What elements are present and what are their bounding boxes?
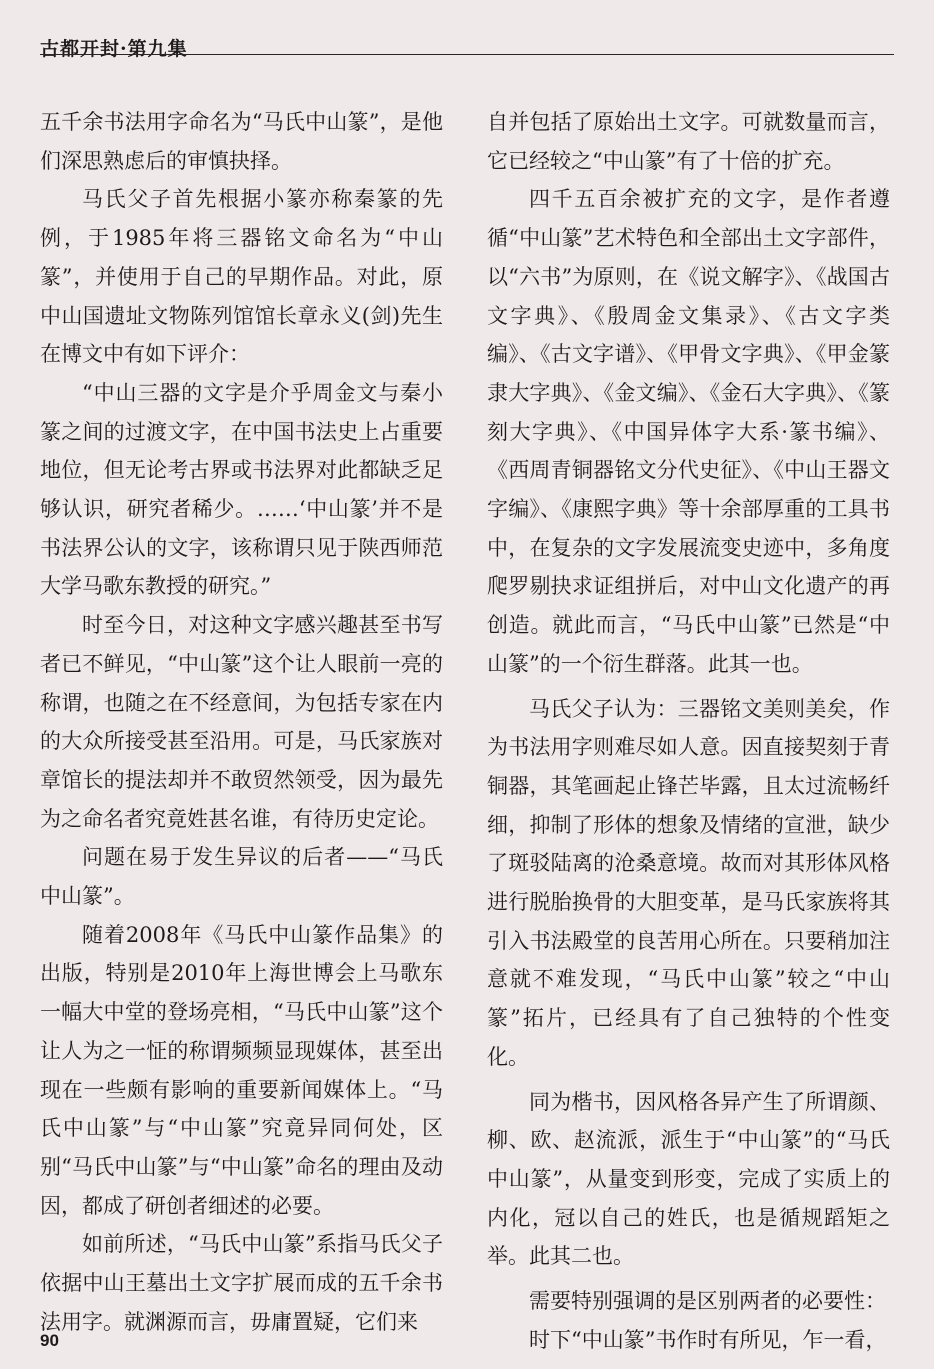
paragraph: 四千五百余被扩充的文字，是作者遵循“中山篆”艺术特色和全部出土文字部件，以“六书”为原则，在《说文解字》、《战国古文字典》、《殷周金文集录》、《古文字类编》、《古文字谱》、《甲骨文字典》、《甲金篆隶大字典》、《金文编》、《金石大字典》、《篆刻大字典》、《中国异体字大系·篆书编》、《西周青铜器铭文分代史征》、《中山王器文字编》、《康熙字典》等十余部厚重的工具书中，在复杂的文字发展流变史迹中，多角度爬罗剔抉求证组拼后，对中山文化遗产的再创造。就此而言，“马氏中山篆”已然是“中山篆”的一个衍生群落。此其一也。 xyxy=(487,187,890,676)
paragraph: 时至今日，对这种文字感兴趣甚至书写者已不鲜见，“中山篆”这个让人眼前一亮的称谓，也随之在不经意间，为包括专家在内的大众所接受甚至沿用。可是，马氏家族对章馆长的提法却并不敢贸然领受，因为最先为之命名者究竟姓甚名谁，有待历史定论。 xyxy=(40,613,443,831)
page-number: 90 xyxy=(40,1331,59,1350)
paragraph: 马氏父子认为：三器铭文美则美矣，作为书法用字则难尽如人意。因直接契刻于青铜器，其笔画起止锋芒毕露，且太过流畅纤细，抑制了形体的想象及情绪的宣泄，缺少了斑驳陆离的沧桑意境。故而对其形体风格进行脱胎换骨的大胆变革，是马氏家族将其引入书法殿堂的良苦用心所在。只要稍加注意就不难发现，“马氏中山篆”较之“中山篆”拓片，已经具有了自己独特的个性变化。 xyxy=(487,696,890,1069)
paragraph: 自并包括了原始出土文字。可就数量而言，它已经较之“中山篆”有了十倍的扩充。 xyxy=(487,110,890,173)
header-rule xyxy=(40,54,894,55)
right-column xyxy=(487,103,890,1360)
paragraph: 时下“中山篆”书作时有所见，乍一看， xyxy=(529,1327,887,1352)
running-header: 古都开封·第九集 xyxy=(40,38,188,60)
paragraph: 马氏父子首先根据小篆亦称秦篆的先例，于1985年将三器铭文命名为“中山篆”，并使用于自己的早期作品。对此，原中山国遗址文物陈列馆馆长章永义(剑)先生在博文中有如下评介： xyxy=(40,187,443,367)
paragraph: 同为楷书，因风格各异产生了所谓颜、柳、欧、赵流派，派生于“中山篆”的“马氏中山篆”，从量变到形变，完成了实质上的内化，冠以自己的姓氏，也是循规蹈矩之举。此其二也。 xyxy=(487,1089,890,1269)
paragraph: 五千余书法用字命名为“马氏中山篆”，是他们深思熟虑后的审慎抉择。 xyxy=(40,110,443,173)
paragraph: 问题在易于发生异议的后者——“马氏中山篆”。 xyxy=(40,845,443,909)
paragraph: 如前所述，“马氏中山篆”系指马氏父子依据中山王墓出土文字扩展而成的五千余书法用字。就渊源而言，毋庸置疑，它们来 xyxy=(40,1232,443,1334)
paragraph: 需要特别强调的是区别两者的必要性： xyxy=(529,1289,886,1314)
paragraph: 随着2008年《马氏中山篆作品集》的出版，特别是2010年上海世博会上马歌东一幅大中堂的登场亮相，“马氏中山篆”这个让人为之一怔的称谓频频显现媒体，甚至出现在一些颇有影响的重要新闻媒体上。“马氏中山篆”与“中山篆”究竟异同何处，区别“马氏中山篆”与“中山篆”命名的理由及动因，都成了研创者细述的必要。 xyxy=(40,922,443,1218)
quotation-paragraph: “中山三器的文字是介乎周金文与秦小篆之间的过渡文字，在中国书法史上占重要地位，但无论考古界或书法界对此都缺乏足够认识，研究者稀少。……‘中山篆’并不是书法界公认的文字，该称谓只见于陕西师范大学马歌东教授的研究。” xyxy=(40,380,443,599)
left-column xyxy=(40,103,443,1342)
